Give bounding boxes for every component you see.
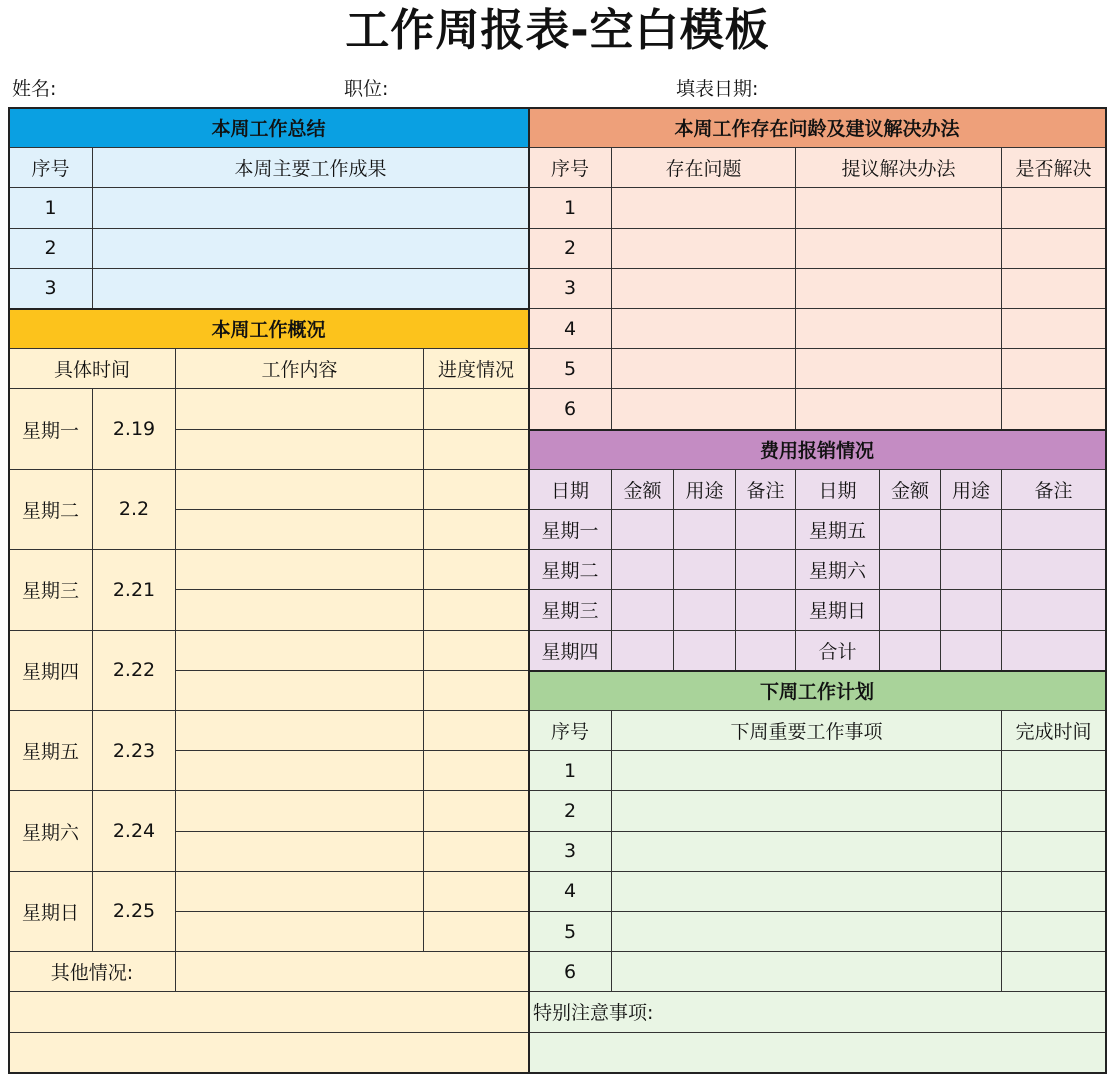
expenses-value-input[interactable] — [612, 631, 674, 671]
overview-content-input[interactable] — [176, 791, 424, 831]
expenses-col-header: 金额 — [612, 470, 674, 510]
plan-row-index: 4 — [529, 872, 612, 912]
plan-item-input[interactable] — [612, 872, 1002, 912]
expenses-value-input[interactable] — [736, 510, 796, 550]
expenses-value-input[interactable] — [674, 550, 736, 590]
overview-date-label: 2.2 — [93, 470, 176, 550]
issues-solution-input[interactable] — [796, 269, 1002, 309]
expenses-day-label: 星期一 — [529, 510, 612, 550]
expenses-section-header: 费用报销情况 — [529, 430, 1106, 470]
issues-row-index: 3 — [529, 269, 612, 309]
expenses-col-header: 备注 — [1002, 470, 1106, 510]
issues-row-index: 1 — [529, 188, 612, 228]
overview-day-label: 星期日 — [9, 872, 93, 952]
overview-day-label: 星期二 — [9, 470, 93, 550]
summary-result-input[interactable] — [93, 269, 529, 309]
overview-progress-input[interactable] — [424, 510, 529, 550]
summary-row-index: 2 — [9, 229, 93, 269]
overview-date-label: 2.24 — [93, 791, 176, 871]
overview-day-label: 星期六 — [9, 791, 93, 871]
overview-other-input[interactable] — [9, 992, 529, 1032]
issues-resolved-input[interactable] — [1002, 269, 1106, 309]
plan-item-input[interactable] — [612, 791, 1002, 831]
expenses-day-label: 星期二 — [529, 550, 612, 590]
plan-time-input[interactable] — [1002, 791, 1106, 831]
plan-col-time: 完成时间 — [1002, 711, 1106, 751]
issues-problem-input[interactable] — [612, 188, 796, 228]
plan-item-input[interactable] — [612, 832, 1002, 872]
expenses-value-input[interactable] — [1002, 590, 1106, 630]
plan-time-input[interactable] — [1002, 912, 1106, 952]
expenses-day-label: 星期五 — [796, 510, 880, 550]
overview-date-label: 2.25 — [93, 872, 176, 952]
issues-problem-input[interactable] — [612, 349, 796, 389]
overview-col-time: 具体时间 — [9, 349, 176, 389]
overview-content-input[interactable] — [176, 590, 424, 630]
issues-col-problem: 存在问题 — [612, 148, 796, 188]
summary-result-input[interactable] — [93, 229, 529, 269]
plan-time-input[interactable] — [1002, 952, 1106, 992]
overview-date-label: 2.19 — [93, 389, 176, 469]
overview-progress-input[interactable] — [424, 832, 529, 872]
expenses-col-header: 用途 — [941, 470, 1002, 510]
overview-progress-input[interactable] — [424, 791, 529, 831]
expenses-day-label: 星期日 — [796, 590, 880, 630]
plan-row-index: 6 — [529, 952, 612, 992]
overview-day-label: 星期一 — [9, 389, 93, 469]
plan-time-input[interactable] — [1002, 832, 1106, 872]
expenses-col-header: 用途 — [674, 470, 736, 510]
issues-problem-input[interactable] — [612, 269, 796, 309]
overview-progress-input[interactable] — [424, 671, 529, 711]
plan-item-input[interactable] — [612, 912, 1002, 952]
issues-resolved-input[interactable] — [1002, 188, 1106, 228]
overview-content-input[interactable] — [176, 711, 424, 751]
overview-progress-input[interactable] — [424, 872, 529, 912]
overview-col-content: 工作内容 — [176, 349, 424, 389]
overview-progress-input[interactable] — [424, 590, 529, 630]
plan-col-item: 下周重要工作事项 — [612, 711, 1002, 751]
issues-solution-input[interactable] — [796, 309, 1002, 349]
overview-content-input[interactable] — [176, 631, 424, 671]
overview-content-input[interactable] — [176, 872, 424, 912]
issues-problem-input[interactable] — [612, 309, 796, 349]
plan-notes-label: 特别注意事项: — [529, 992, 1106, 1032]
summary-col-result: 本周主要工作成果 — [93, 148, 529, 188]
expenses-value-input[interactable] — [674, 510, 736, 550]
expenses-col-header: 金额 — [880, 470, 941, 510]
expenses-value-input[interactable] — [1002, 510, 1106, 550]
overview-day-label: 星期四 — [9, 631, 93, 711]
expenses-value-input[interactable] — [1002, 550, 1106, 590]
position-label: 职位: — [344, 78, 389, 100]
overview-day-label: 星期三 — [9, 550, 93, 630]
plan-notes-input[interactable] — [529, 1033, 1106, 1073]
expenses-value-input[interactable] — [941, 550, 1002, 590]
summary-row-index: 1 — [9, 188, 93, 228]
plan-row-index: 5 — [529, 912, 612, 952]
issues-row-index: 2 — [529, 229, 612, 269]
expenses-col-header: 备注 — [736, 470, 796, 510]
expenses-value-input[interactable] — [736, 631, 796, 671]
issues-solution-input[interactable] — [796, 389, 1002, 429]
overview-content-input[interactable] — [176, 430, 424, 470]
overview-progress-input[interactable] — [424, 711, 529, 751]
summary-col-index: 序号 — [9, 148, 93, 188]
expenses-value-input[interactable] — [880, 631, 941, 671]
expenses-day-label: 合计 — [796, 631, 880, 671]
expenses-value-input[interactable] — [941, 590, 1002, 630]
plan-time-input[interactable] — [1002, 751, 1106, 791]
expenses-day-label: 星期六 — [796, 550, 880, 590]
issues-problem-input[interactable] — [612, 389, 796, 429]
plan-section-header: 下周工作计划 — [529, 671, 1106, 711]
issues-section-header: 本周工作存在问龄及建议解决办法 — [529, 108, 1106, 148]
page-title: 工作周报表-空白模板 — [345, 5, 770, 56]
summary-row-index: 3 — [9, 269, 93, 309]
overview-progress-input[interactable] — [424, 389, 529, 429]
plan-time-input[interactable] — [1002, 872, 1106, 912]
expenses-value-input[interactable] — [880, 590, 941, 630]
issues-row-index: 6 — [529, 389, 612, 429]
issues-resolved-input[interactable] — [1002, 309, 1106, 349]
overview-content-input[interactable] — [176, 389, 424, 429]
overview-date-label: 2.21 — [93, 550, 176, 630]
overview-progress-input[interactable] — [424, 912, 529, 952]
expenses-value-input[interactable] — [674, 631, 736, 671]
overview-section-header: 本周工作概况 — [9, 309, 529, 349]
overview-content-input[interactable] — [176, 550, 424, 590]
plan-row-index: 3 — [529, 832, 612, 872]
plan-col-index: 序号 — [529, 711, 612, 751]
expenses-value-input[interactable] — [736, 590, 796, 630]
overview-col-progress: 进度情况 — [424, 349, 529, 389]
name-label: 姓名: — [12, 78, 57, 100]
overview-date-label: 2.22 — [93, 631, 176, 711]
overview-other-input[interactable] — [9, 1033, 529, 1073]
overview-progress-input[interactable] — [424, 550, 529, 590]
overview-content-input[interactable] — [176, 751, 424, 791]
expenses-value-input[interactable] — [941, 631, 1002, 671]
issues-resolved-input[interactable] — [1002, 229, 1106, 269]
issues-row-index: 4 — [529, 309, 612, 349]
expenses-col-header: 日期 — [796, 470, 880, 510]
overview-other-input[interactable] — [176, 952, 529, 992]
expenses-value-input[interactable] — [612, 590, 674, 630]
expenses-value-input[interactable] — [1002, 631, 1106, 671]
overview-progress-input[interactable] — [424, 751, 529, 791]
overview-progress-input[interactable] — [424, 430, 529, 470]
expenses-value-input[interactable] — [612, 510, 674, 550]
overview-progress-input[interactable] — [424, 470, 529, 510]
issues-col-resolved: 是否解决 — [1002, 148, 1106, 188]
issues-resolved-input[interactable] — [1002, 389, 1106, 429]
expenses-col-header: 日期 — [529, 470, 612, 510]
plan-item-input[interactable] — [612, 952, 1002, 992]
expenses-value-input[interactable] — [880, 510, 941, 550]
plan-row-index: 2 — [529, 791, 612, 831]
plan-row-index: 1 — [529, 751, 612, 791]
overview-content-input[interactable] — [176, 832, 424, 872]
expenses-value-input[interactable] — [674, 590, 736, 630]
issues-col-solution: 提议解决办法 — [796, 148, 1002, 188]
overview-progress-input[interactable] — [424, 631, 529, 671]
issues-row-index: 5 — [529, 349, 612, 389]
expenses-day-label: 星期四 — [529, 631, 612, 671]
expenses-value-input[interactable] — [612, 550, 674, 590]
issues-solution-input[interactable] — [796, 349, 1002, 389]
expenses-value-input[interactable] — [736, 550, 796, 590]
expenses-day-label: 星期三 — [529, 590, 612, 630]
overview-day-label: 星期五 — [9, 711, 93, 791]
date-label: 填表日期: — [676, 78, 759, 100]
issues-solution-input[interactable] — [796, 188, 1002, 228]
overview-content-input[interactable] — [176, 470, 424, 510]
expenses-value-input[interactable] — [941, 510, 1002, 550]
summary-section-header: 本周工作总结 — [9, 108, 529, 148]
issues-problem-input[interactable] — [612, 229, 796, 269]
plan-item-input[interactable] — [612, 751, 1002, 791]
summary-result-input[interactable] — [93, 188, 529, 228]
overview-content-input[interactable] — [176, 510, 424, 550]
expenses-value-input[interactable] — [880, 550, 941, 590]
overview-content-input[interactable] — [176, 912, 424, 952]
overview-date-label: 2.23 — [93, 711, 176, 791]
issues-resolved-input[interactable] — [1002, 349, 1106, 389]
overview-other-label: 其他情况: — [9, 952, 176, 992]
issues-solution-input[interactable] — [796, 229, 1002, 269]
issues-col-index: 序号 — [529, 148, 612, 188]
overview-content-input[interactable] — [176, 671, 424, 711]
